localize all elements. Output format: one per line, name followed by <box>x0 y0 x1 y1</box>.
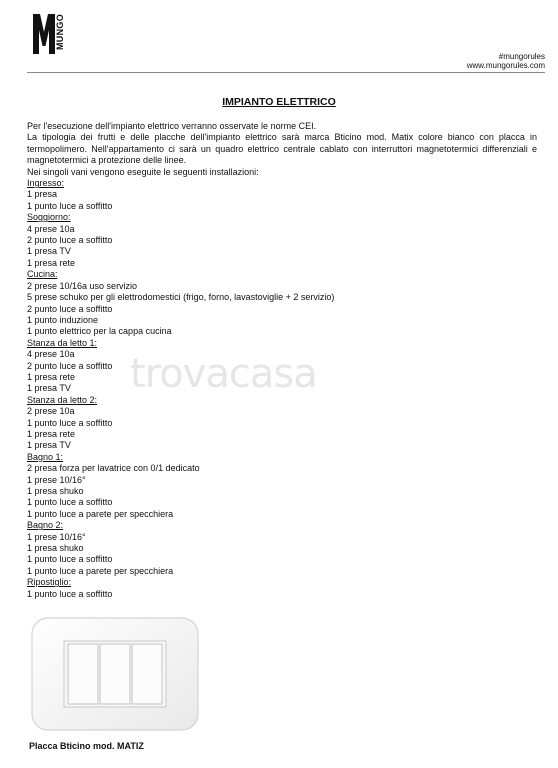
intro-paragraph-norms: Per l'esecuzione dell'impianto elettrico verranno osservate le norme CEI. <box>27 121 317 131</box>
room-items-list <box>27 349 537 395</box>
website-link[interactable]: www.mungorules.com <box>466 61 545 70</box>
bticino-plate-image <box>27 612 203 736</box>
room-item: 2 punto luce a soffitto <box>27 360 113 371</box>
room-items-list <box>27 406 537 452</box>
room-items-list <box>27 532 537 578</box>
room-item: 1 prese 10/16° <box>27 531 86 542</box>
intro-section <box>27 121 537 178</box>
room-item: 1 presa TV <box>27 440 71 451</box>
header-tagline <box>467 52 545 70</box>
room-section <box>27 212 537 269</box>
mungo-logo <box>33 14 73 56</box>
room-item: 1 presa rete <box>27 257 76 268</box>
room-item: 2 punto luce a soffitto <box>27 303 113 314</box>
room-section <box>27 520 537 577</box>
room-section <box>27 269 537 337</box>
room-section <box>27 395 537 452</box>
trovacasa-watermark: trovacasa <box>130 351 317 397</box>
room-item: 2 prese 10a <box>27 406 75 417</box>
header-divider <box>27 72 545 73</box>
room-title: Stanza da letto 1: <box>27 337 98 348</box>
room-title: Bagno 1: <box>27 451 64 462</box>
room-item: 1 prese 10/16° <box>27 474 86 485</box>
room-item: 1 punto elettrico per la cappa cucina <box>27 326 172 337</box>
room-item: 2 prese 10/16a uso servizio <box>27 280 138 291</box>
room-title: Stanza da letto 2: <box>27 394 98 405</box>
room-item: 1 punto luce a soffitto <box>27 200 113 211</box>
room-item: 2 punto luce a soffitto <box>27 235 113 246</box>
room-item: 1 presa shuko <box>27 543 84 554</box>
room-title: Ingresso: <box>27 178 65 189</box>
room-title: Ripostiglio: <box>27 577 72 588</box>
room-items-list <box>27 224 537 270</box>
hashtag-text: #mungorules <box>498 52 545 61</box>
room-items-list <box>27 189 537 212</box>
room-item: 1 punto luce a soffitto <box>27 417 113 428</box>
room-item: 2 presa forza per lavatrice con 0/1 dedicato <box>27 463 200 474</box>
room-item: 1 punto induzione <box>27 314 99 325</box>
page-title: IMPIANTO ELETTRICO <box>222 96 336 108</box>
room-item: 1 punto luce a parete per specchiera <box>27 508 174 519</box>
intro-paragraph-installations: Nei singoli vani vengono eseguite le seguenti installazioni: <box>27 166 259 177</box>
room-items-list <box>27 589 537 600</box>
room-item: 4 prese 10a <box>27 349 75 360</box>
room-title: Bagno 2: <box>27 520 64 531</box>
image-caption: Placca Bticino mod. MATIZ <box>29 741 144 751</box>
room-title: Cucina: <box>27 269 58 280</box>
room-items-list <box>27 281 537 338</box>
room-section <box>27 452 537 520</box>
mungo-m-logo-icon <box>33 14 55 54</box>
room-item: 1 punto luce a parete per specchiera <box>27 565 174 576</box>
room-item: 1 presa rete <box>27 428 76 439</box>
room-section <box>27 577 537 600</box>
room-item: 1 presa shuko <box>27 486 84 496</box>
room-item: 4 prese 10a <box>27 223 75 234</box>
room-item: 1 punto luce a soffitto <box>27 554 113 565</box>
room-item: 1 presa <box>27 189 58 200</box>
room-item: 1 presa rete <box>27 371 76 382</box>
rooms-list <box>27 178 537 600</box>
room-items-list <box>27 463 537 520</box>
intro-paragraph-materials: La tipologia dei frutti e delle placche dell'impianto elettrico sarà marca Bticino mod. Matix colore bianco con placca in termopolimero. Nell'appartamento ci sarà un quadro elettrico centrale cablato con interruttori magnetotermici differenziali e magnetotermici a protezione delle linee. <box>27 132 537 166</box>
room-item: 1 presa TV <box>27 383 71 394</box>
room-section <box>27 178 537 212</box>
room-title: Soggiorno: <box>27 212 71 223</box>
room-item: 1 punto luce a soffitto <box>27 588 113 599</box>
document-body <box>27 121 537 600</box>
room-item: 1 presa TV <box>27 246 71 257</box>
room-item: 5 prese schuko per gli elettrodomestici (frigo, forno, lavastoviglie + 2 servizio) <box>27 292 335 303</box>
room-item: 1 punto luce a soffitto <box>27 497 113 508</box>
room-section <box>27 338 537 395</box>
logo-wordmark: MUNGO <box>55 14 65 50</box>
